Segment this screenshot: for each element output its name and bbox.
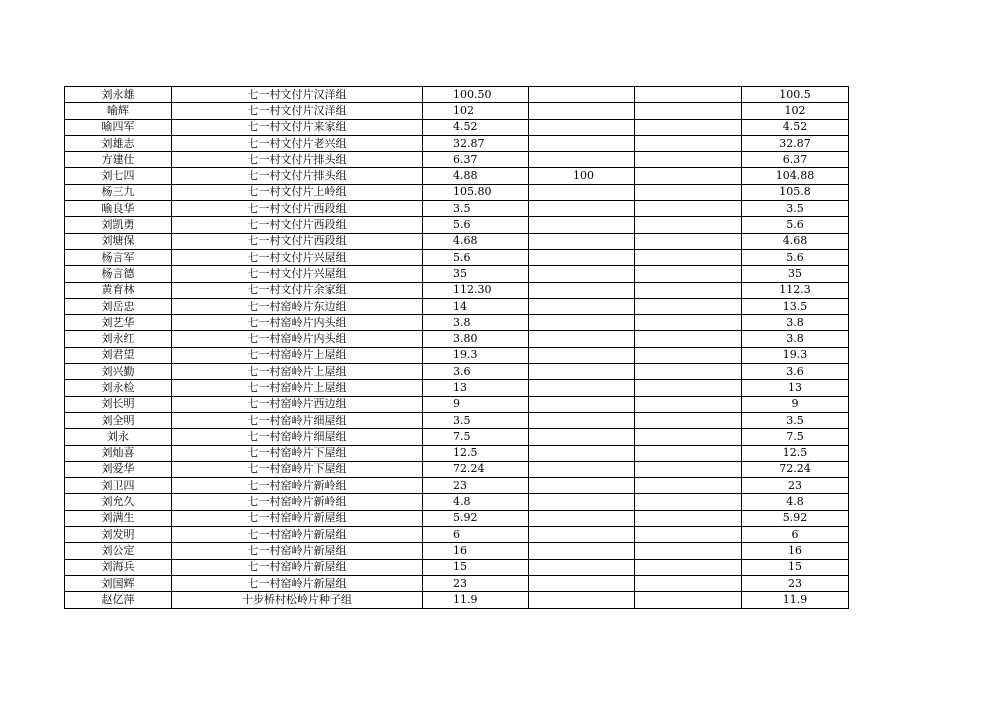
amount-c-cell bbox=[635, 494, 742, 510]
amount-c-cell bbox=[635, 266, 742, 282]
total-cell: 3.6 bbox=[742, 364, 849, 380]
table-row bbox=[65, 592, 849, 608]
total-cell: 72.24 bbox=[742, 461, 849, 477]
total-cell: 6 bbox=[742, 527, 849, 543]
location-cell: 十步桥村松岭片种子组 bbox=[172, 592, 423, 608]
total-cell: 12.5 bbox=[742, 445, 849, 461]
location-cell: 七一村窑岭片新岭组 bbox=[172, 494, 423, 510]
amount-b-cell bbox=[529, 315, 635, 331]
amount-a-cell: 6.37 bbox=[423, 152, 529, 168]
amount-a-cell: 13 bbox=[423, 380, 529, 396]
amount-b-cell bbox=[529, 412, 635, 428]
amount-c-cell bbox=[635, 559, 742, 575]
amount-a-cell: 4.8 bbox=[423, 494, 529, 510]
table-row bbox=[65, 315, 849, 331]
name-cell: 喻辉 bbox=[65, 103, 172, 119]
amount-b-cell bbox=[529, 152, 635, 168]
table-row bbox=[65, 396, 849, 412]
total-cell: 3.8 bbox=[742, 331, 849, 347]
name-cell: 刘永检 bbox=[65, 380, 172, 396]
amount-c-cell bbox=[635, 543, 742, 559]
table-row bbox=[65, 478, 849, 494]
total-cell: 11.9 bbox=[742, 592, 849, 608]
total-cell: 5.6 bbox=[742, 249, 849, 265]
name-cell: 刘发明 bbox=[65, 527, 172, 543]
total-cell: 5.6 bbox=[742, 217, 849, 233]
amount-c-cell bbox=[635, 510, 742, 526]
amount-c-cell bbox=[635, 282, 742, 298]
amount-b-cell bbox=[529, 478, 635, 494]
location-cell: 七一村窑岭片内头组 bbox=[172, 331, 423, 347]
total-cell: 102 bbox=[742, 103, 849, 119]
table-body bbox=[65, 87, 849, 609]
amount-a-cell: 3.5 bbox=[423, 201, 529, 217]
name-cell: 刘满生 bbox=[65, 510, 172, 526]
total-cell: 23 bbox=[742, 478, 849, 494]
location-cell: 七一村文付片来家组 bbox=[172, 119, 423, 135]
name-cell: 杨言德 bbox=[65, 266, 172, 282]
location-cell: 七一村文付片汉洋组 bbox=[172, 103, 423, 119]
amount-a-cell: 4.68 bbox=[423, 233, 529, 249]
amount-c-cell bbox=[635, 429, 742, 445]
amount-a-cell: 23 bbox=[423, 575, 529, 591]
name-cell: 刘爱华 bbox=[65, 461, 172, 477]
total-cell: 5.92 bbox=[742, 510, 849, 526]
amount-b-cell bbox=[529, 249, 635, 265]
location-cell: 七一村窑岭片新屋组 bbox=[172, 559, 423, 575]
total-cell: 32.87 bbox=[742, 135, 849, 151]
name-cell: 刘岳忠 bbox=[65, 298, 172, 314]
location-cell: 七一村窑岭片上屋组 bbox=[172, 380, 423, 396]
total-cell: 3.5 bbox=[742, 412, 849, 428]
name-cell: 黄育林 bbox=[65, 282, 172, 298]
amount-b-cell bbox=[529, 103, 635, 119]
amount-a-cell: 4.52 bbox=[423, 119, 529, 135]
location-cell: 七一村窑岭片细屋组 bbox=[172, 429, 423, 445]
amount-b-cell bbox=[529, 201, 635, 217]
location-cell: 七一村文付片兴屋组 bbox=[172, 266, 423, 282]
table-row bbox=[65, 135, 849, 151]
amount-a-cell: 23 bbox=[423, 478, 529, 494]
amount-c-cell bbox=[635, 249, 742, 265]
amount-c-cell bbox=[635, 315, 742, 331]
amount-b-cell bbox=[529, 217, 635, 233]
amount-b-cell bbox=[529, 575, 635, 591]
amount-b-cell bbox=[529, 429, 635, 445]
name-cell: 喻四军 bbox=[65, 119, 172, 135]
table-row bbox=[65, 217, 849, 233]
total-cell: 4.68 bbox=[742, 233, 849, 249]
name-cell: 刘全明 bbox=[65, 412, 172, 428]
amount-a-cell: 112.30 bbox=[423, 282, 529, 298]
name-cell: 刘兴勤 bbox=[65, 364, 172, 380]
amount-a-cell: 72.24 bbox=[423, 461, 529, 477]
table-row bbox=[65, 249, 849, 265]
amount-a-cell: 100.50 bbox=[423, 87, 529, 103]
amount-b-cell bbox=[529, 445, 635, 461]
amount-a-cell: 6 bbox=[423, 527, 529, 543]
amount-c-cell bbox=[635, 331, 742, 347]
name-cell: 刘公定 bbox=[65, 543, 172, 559]
amount-a-cell: 9 bbox=[423, 396, 529, 412]
amount-a-cell: 4.88 bbox=[423, 168, 529, 184]
location-cell: 七一村窑岭片新屋组 bbox=[172, 575, 423, 591]
name-cell: 刘国辉 bbox=[65, 575, 172, 591]
total-cell: 104.88 bbox=[742, 168, 849, 184]
amount-c-cell bbox=[635, 217, 742, 233]
amount-a-cell: 19.3 bbox=[423, 347, 529, 363]
table-row bbox=[65, 510, 849, 526]
amount-a-cell: 35 bbox=[423, 266, 529, 282]
amount-a-cell: 3.80 bbox=[423, 331, 529, 347]
amount-c-cell bbox=[635, 184, 742, 200]
amount-c-cell bbox=[635, 396, 742, 412]
table-row bbox=[65, 347, 849, 363]
table-row bbox=[65, 103, 849, 119]
table-row bbox=[65, 282, 849, 298]
amount-c-cell bbox=[635, 461, 742, 477]
total-cell: 19.3 bbox=[742, 347, 849, 363]
table-row bbox=[65, 494, 849, 510]
amount-c-cell bbox=[635, 347, 742, 363]
data-table bbox=[64, 86, 849, 609]
name-cell: 刘七四 bbox=[65, 168, 172, 184]
table-row bbox=[65, 412, 849, 428]
location-cell: 七一村窑岭片新屋组 bbox=[172, 527, 423, 543]
total-cell: 112.3 bbox=[742, 282, 849, 298]
amount-b-cell bbox=[529, 461, 635, 477]
table-row bbox=[65, 298, 849, 314]
amount-a-cell: 3.6 bbox=[423, 364, 529, 380]
name-cell: 赵亿萍 bbox=[65, 592, 172, 608]
amount-a-cell: 5.6 bbox=[423, 217, 529, 233]
amount-b-cell bbox=[529, 184, 635, 200]
total-cell: 35 bbox=[742, 266, 849, 282]
table-row bbox=[65, 266, 849, 282]
location-cell: 七一村文付片兴屋组 bbox=[172, 249, 423, 265]
name-cell: 刘长明 bbox=[65, 396, 172, 412]
amount-b-cell bbox=[529, 87, 635, 103]
amount-c-cell bbox=[635, 168, 742, 184]
amount-a-cell: 5.92 bbox=[423, 510, 529, 526]
table-row bbox=[65, 559, 849, 575]
amount-b-cell bbox=[529, 559, 635, 575]
table-row bbox=[65, 152, 849, 168]
name-cell: 杨言军 bbox=[65, 249, 172, 265]
location-cell: 七一村文付片老兴组 bbox=[172, 135, 423, 151]
amount-a-cell: 32.87 bbox=[423, 135, 529, 151]
name-cell: 刘永雄 bbox=[65, 87, 172, 103]
location-cell: 七一村窑岭片新岭组 bbox=[172, 478, 423, 494]
amount-b-cell bbox=[529, 364, 635, 380]
location-cell: 七一村窑岭片下屋组 bbox=[172, 461, 423, 477]
location-cell: 七一村文付片上岭组 bbox=[172, 184, 423, 200]
name-cell: 方建仕 bbox=[65, 152, 172, 168]
total-cell: 3.5 bbox=[742, 201, 849, 217]
amount-b-cell bbox=[529, 527, 635, 543]
total-cell: 16 bbox=[742, 543, 849, 559]
amount-a-cell: 15 bbox=[423, 559, 529, 575]
amount-c-cell bbox=[635, 201, 742, 217]
amount-c-cell bbox=[635, 412, 742, 428]
total-cell: 7.5 bbox=[742, 429, 849, 445]
amount-a-cell: 16 bbox=[423, 543, 529, 559]
amount-b-cell bbox=[529, 380, 635, 396]
amount-c-cell bbox=[635, 592, 742, 608]
total-cell: 4.52 bbox=[742, 119, 849, 135]
name-cell: 刘艺华 bbox=[65, 315, 172, 331]
amount-c-cell bbox=[635, 298, 742, 314]
location-cell: 七一村文付片排头组 bbox=[172, 168, 423, 184]
location-cell: 七一村文付片西段组 bbox=[172, 201, 423, 217]
name-cell: 刘允久 bbox=[65, 494, 172, 510]
amount-c-cell bbox=[635, 119, 742, 135]
table-row bbox=[65, 233, 849, 249]
name-cell: 刘凯勇 bbox=[65, 217, 172, 233]
table-row bbox=[65, 364, 849, 380]
amount-b-cell bbox=[529, 135, 635, 151]
location-cell: 七一村窑岭片下屋组 bbox=[172, 445, 423, 461]
location-cell: 七一村文付片西段组 bbox=[172, 233, 423, 249]
total-cell: 23 bbox=[742, 575, 849, 591]
name-cell: 刘海兵 bbox=[65, 559, 172, 575]
amount-c-cell bbox=[635, 135, 742, 151]
total-cell: 105.8 bbox=[742, 184, 849, 200]
name-cell: 刘雄志 bbox=[65, 135, 172, 151]
amount-c-cell bbox=[635, 527, 742, 543]
amount-c-cell bbox=[635, 478, 742, 494]
amount-a-cell: 11.9 bbox=[423, 592, 529, 608]
amount-a-cell: 3.5 bbox=[423, 412, 529, 428]
name-cell: 喻良华 bbox=[65, 201, 172, 217]
amount-b-cell bbox=[529, 233, 635, 249]
amount-c-cell bbox=[635, 445, 742, 461]
amount-a-cell: 14 bbox=[423, 298, 529, 314]
table-row bbox=[65, 331, 849, 347]
table-row bbox=[65, 575, 849, 591]
amount-c-cell bbox=[635, 380, 742, 396]
total-cell: 3.8 bbox=[742, 315, 849, 331]
amount-a-cell: 102 bbox=[423, 103, 529, 119]
amount-a-cell: 5.6 bbox=[423, 249, 529, 265]
amount-b-cell bbox=[529, 396, 635, 412]
name-cell: 刘塘保 bbox=[65, 233, 172, 249]
table-row bbox=[65, 429, 849, 445]
amount-a-cell: 3.8 bbox=[423, 315, 529, 331]
amount-c-cell bbox=[635, 233, 742, 249]
amount-b-cell bbox=[529, 592, 635, 608]
table-row bbox=[65, 527, 849, 543]
amount-c-cell bbox=[635, 364, 742, 380]
amount-b-cell bbox=[529, 119, 635, 135]
location-cell: 七一村窑岭片上屋组 bbox=[172, 364, 423, 380]
location-cell: 七一村文付片汉洋组 bbox=[172, 87, 423, 103]
table-row bbox=[65, 201, 849, 217]
amount-c-cell bbox=[635, 87, 742, 103]
table-row bbox=[65, 445, 849, 461]
table-row bbox=[65, 380, 849, 396]
name-cell: 刘君望 bbox=[65, 347, 172, 363]
amount-a-cell: 105.80 bbox=[423, 184, 529, 200]
amount-b-cell bbox=[529, 298, 635, 314]
table-row bbox=[65, 461, 849, 477]
amount-b-cell: 100 bbox=[529, 168, 635, 184]
amount-b-cell bbox=[529, 347, 635, 363]
amount-b-cell bbox=[529, 510, 635, 526]
location-cell: 七一村文付片西段组 bbox=[172, 217, 423, 233]
location-cell: 七一村窑岭片西边组 bbox=[172, 396, 423, 412]
name-cell: 刘卫四 bbox=[65, 478, 172, 494]
table-row bbox=[65, 184, 849, 200]
total-cell: 15 bbox=[742, 559, 849, 575]
location-cell: 七一村窑岭片东边组 bbox=[172, 298, 423, 314]
total-cell: 6.37 bbox=[742, 152, 849, 168]
table-row bbox=[65, 543, 849, 559]
amount-a-cell: 12.5 bbox=[423, 445, 529, 461]
amount-b-cell bbox=[529, 543, 635, 559]
total-cell: 100.5 bbox=[742, 87, 849, 103]
total-cell: 4.8 bbox=[742, 494, 849, 510]
amount-c-cell bbox=[635, 152, 742, 168]
location-cell: 七一村窑岭片内头组 bbox=[172, 315, 423, 331]
table-row bbox=[65, 168, 849, 184]
total-cell: 9 bbox=[742, 396, 849, 412]
amount-b-cell bbox=[529, 331, 635, 347]
location-cell: 七一村文付片排头组 bbox=[172, 152, 423, 168]
amount-b-cell bbox=[529, 494, 635, 510]
location-cell: 七一村窑岭片上屋组 bbox=[172, 347, 423, 363]
table-row bbox=[65, 87, 849, 103]
amount-c-cell bbox=[635, 575, 742, 591]
location-cell: 七一村窑岭片细屋组 bbox=[172, 412, 423, 428]
name-cell: 刘灿喜 bbox=[65, 445, 172, 461]
location-cell: 七一村窑岭片新屋组 bbox=[172, 543, 423, 559]
location-cell: 七一村文付片余家组 bbox=[172, 282, 423, 298]
name-cell: 杨三九 bbox=[65, 184, 172, 200]
name-cell: 刘永 bbox=[65, 429, 172, 445]
location-cell: 七一村窑岭片新屋组 bbox=[172, 510, 423, 526]
amount-b-cell bbox=[529, 282, 635, 298]
total-cell: 13 bbox=[742, 380, 849, 396]
table-row bbox=[65, 119, 849, 135]
amount-a-cell: 7.5 bbox=[423, 429, 529, 445]
amount-c-cell bbox=[635, 103, 742, 119]
total-cell: 13.5 bbox=[742, 298, 849, 314]
name-cell: 刘永红 bbox=[65, 331, 172, 347]
amount-b-cell bbox=[529, 266, 635, 282]
